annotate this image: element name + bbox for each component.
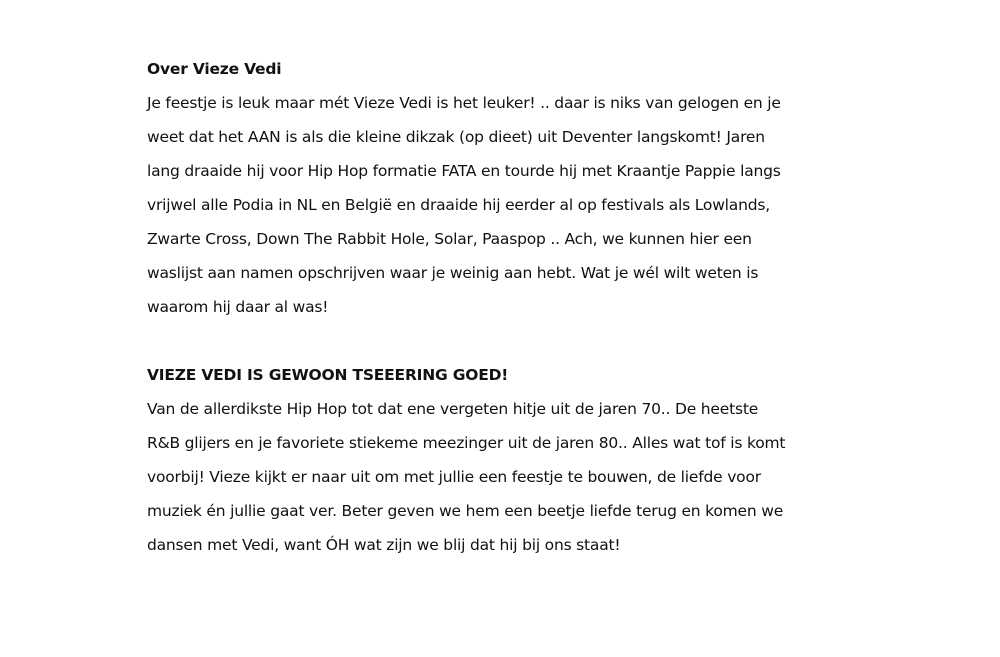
paragraph-line: weet dat het AAN is als die kleine dikzak (op dieet) uit Deventer langskomt! Jaren <box>147 128 765 146</box>
paragraph-line: R&B glijers en je favoriete stiekeme meezinger uit de jaren 80.. Alles wat tof is komt <box>147 434 786 452</box>
paragraph-line: Zwarte Cross, Down The Rabbit Hole, Solar, Paaspop .. Ach, we kunnen hier een <box>147 230 752 248</box>
paragraph-line: dansen met Vedi, want ÓH wat zijn we blij dat hij bij ons staat! <box>147 536 621 554</box>
section-title-about: Over Vieze Vedi <box>147 60 282 78</box>
claim-paragraph <box>147 392 867 562</box>
paragraph-line: vrijwel alle Podia in NL en België en draaide hij eerder al op festivals als Lowlands, <box>147 196 770 214</box>
article-content <box>147 52 867 562</box>
paragraph-line: Je feestje is leuk maar mét Vieze Vedi is het leuker! .. daar is niks van gelogen en je <box>147 94 781 112</box>
paragraph-line: Van de allerdikste Hip Hop tot dat ene vergeten hitje uit de jaren 70.. De heetste <box>147 400 759 418</box>
section-title-claim: VIEZE VEDI IS GEWOON TSEEERING GOED! <box>147 366 509 384</box>
paragraph-line: voorbij! Vieze kijkt er naar uit om met jullie een feestje te bouwen, de liefde voor <box>147 468 761 486</box>
section-spacer <box>147 324 867 358</box>
about-paragraph <box>147 86 867 324</box>
paragraph-line: lang draaide hij voor Hip Hop formatie FATA en tourde hij met Kraantje Pappie langs <box>147 162 781 180</box>
paragraph-line: muziek én jullie gaat ver. Beter geven we hem een beetje liefde terug en komen we <box>147 502 784 520</box>
paragraph-line: waarom hij daar al was! <box>147 298 329 316</box>
paragraph-line: waslijst aan namen opschrijven waar je weinig aan hebt. Wat je wél wilt weten is <box>147 264 759 282</box>
